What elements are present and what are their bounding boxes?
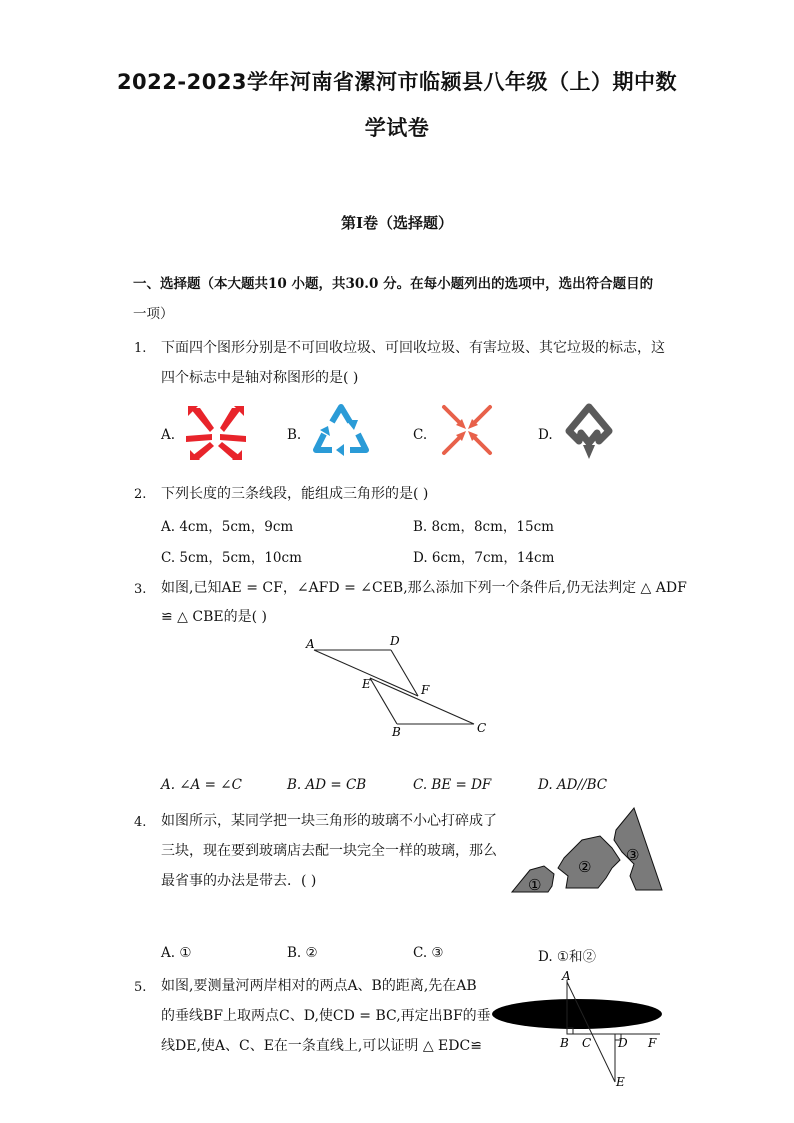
q1-option-a-label[interactable]: A. [161,427,176,443]
q4-option-a[interactable]: A. ① [161,945,192,961]
other-waste-icon [563,403,615,461]
q2-text: 下列长度的三条线段，能组成三角形的是( ) [161,486,429,502]
q2-option-b[interactable]: B. 8cm，8cm，15cm [413,519,554,535]
q4-piece-2: ② [578,858,592,876]
q3-option-c[interactable]: C. BE = DF [413,777,492,793]
q3-option-b[interactable]: B. AD = CB [287,777,367,793]
q1-option-b-label[interactable]: B. [287,427,302,443]
q5-label-f: F [648,1036,657,1050]
q4-number: 4. [134,815,147,830]
q2-option-a[interactable]: A. 4cm，5cm，9cm [161,519,294,535]
q5-line-1: 如图,要测量河两岸相对的两点A、B的距离,先在AB [161,978,477,994]
q5-label-c: C [582,1036,592,1050]
q5-label-d: D [618,1036,628,1050]
section-heading-line-1: 一、选择题（本大题共10 小题，共30.0 分。在每小题列出的选项中，选出符合题目的 [133,276,654,292]
q1-option-c-label[interactable]: C. [413,427,428,443]
hazardous-icon [440,403,494,457]
q3-label-f: F [421,683,430,697]
q1-number: 1. [134,341,147,356]
q2-option-d[interactable]: D. 6cm，7cm，14cm [413,550,555,566]
q3-label-a: A [306,637,315,651]
q5-river-figure [492,970,664,1090]
q3-label-c: C [477,721,487,735]
part-title: 第I卷（选择题） [340,214,454,232]
q1-line-1: 下面四个图形分别是不可回收垃圾、可回收垃圾、有害垃圾、其它垃圾的标志，这 [161,340,665,356]
q3-line-2: ≌ △ CBE的是( ) [161,609,267,625]
q5-label-b: B [560,1036,569,1050]
q3-line-1: 如图,已知AE = CF，∠AFD = ∠CEB,那么添加下列一个条件后,仍无法判定 △ ADF [161,580,687,596]
q5-number: 5. [134,980,147,995]
q3-option-d[interactable]: D. AD//BC [538,777,608,793]
q4-glass-figure [510,808,665,898]
q3-label-d: D [390,634,400,648]
q5-line-2: 的垂线BF上取两点C、D,使CD = BC,再定出BF的垂 [161,1008,491,1024]
q5-line-3: 线DE,使A、C、E在一条直线上,可以证明 △ EDC≌ [161,1038,482,1054]
title-line-2: 学试卷 [364,116,430,140]
q4-piece-3: ③ [626,846,640,864]
non-recyclable-icon [184,404,248,462]
q1-option-d-label[interactable]: D. [538,427,553,443]
q4-option-d[interactable]: D. ①和② [538,949,597,965]
title-line-1: 2022-2023学年河南省漯河市临颍县八年级（上）期中数 [116,70,678,94]
q4-line-2: 三块，现在要到玻璃店去配一块完全一样的玻璃，那么 [161,843,497,859]
q4-option-b[interactable]: B. ② [287,945,318,961]
q3-label-b: B [392,725,401,739]
q4-option-c[interactable]: C. ③ [413,945,444,961]
q3-number: 3. [134,582,147,597]
q5-label-e: E [616,1075,625,1089]
q1-line-2: 四个标志中是轴对称图形的是( ) [161,370,359,386]
q5-label-a: A [562,969,571,983]
q3-figure [296,630,506,742]
section-heading-line-2: 一项） [133,306,174,322]
q3-option-a[interactable]: A. ∠A = ∠C [161,777,242,793]
q4-line-3: 最省事的办法是带去．( ) [161,873,317,889]
q4-line-1: 如图所示，某同学把一块三角形的玻璃不小心打碎成了 [161,813,497,829]
q2-number: 2. [134,487,147,502]
q3-label-e: E [362,677,371,691]
q2-option-c[interactable]: C. 5cm，5cm，10cm [161,550,302,566]
q4-piece-1: ① [528,876,542,894]
recyclable-icon [310,402,372,458]
